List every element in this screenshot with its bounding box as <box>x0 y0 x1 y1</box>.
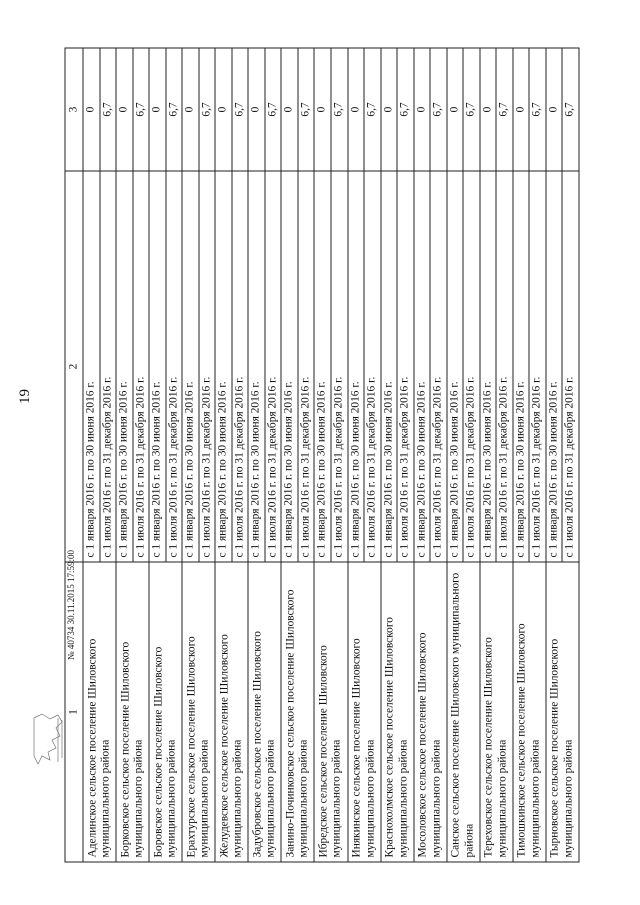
settlement-name-cell: Санское сельское поселение Шиловского муниципального района <box>446 562 479 862</box>
rate-cell: 6,7 <box>297 48 314 171</box>
rate-cell: 6,7 <box>430 48 447 171</box>
table-row <box>149 48 166 862</box>
period-cell: с 1 июля 2016 г. по 31 декабря 2016 г. <box>198 171 215 562</box>
settlement-name-cell: Задубровское сельское поселение Шиловского муниципального района <box>248 562 281 862</box>
period-cell: с 1 июля 2016 г. по 31 декабря 2016 г. <box>132 171 149 562</box>
period-cell: с 1 января 2016 г. по 30 июня 2016 г. <box>83 171 100 562</box>
table-row <box>347 48 364 862</box>
period-cell: с 1 июля 2016 г. по 31 декабря 2016 г. <box>364 171 381 562</box>
rate-cell: 6,7 <box>330 48 347 171</box>
period-cell: с 1 июля 2016 г. по 31 декабря 2016 г. <box>264 171 281 562</box>
rate-cell: 6,7 <box>496 48 513 171</box>
settlement-name-cell: Ерахтурское сельское поселение Шиловского муниципального района <box>182 562 215 862</box>
table-row <box>83 48 100 862</box>
table-row <box>281 48 298 862</box>
table-row <box>380 48 397 862</box>
period-cell: с 1 января 2016 г. по 30 июня 2016 г. <box>314 171 331 562</box>
period-cell: с 1 июля 2016 г. по 31 декабря 2016 г. <box>297 171 314 562</box>
period-cell: с 1 января 2016 г. по 30 июня 2016 г. <box>347 171 364 562</box>
rate-cell: 0 <box>347 48 364 171</box>
period-cell: с 1 июля 2016 г. по 31 декабря 2016 г. <box>529 171 546 562</box>
settlement-name-cell: Борковское сельское поселение Шиловского муниципального района <box>116 562 149 862</box>
period-cell: с 1 января 2016 г. по 30 июня 2016 г. <box>446 171 463 562</box>
table-row <box>116 48 133 862</box>
period-cell: с 1 января 2016 г. по 30 июня 2016 г. <box>149 171 166 562</box>
rate-cell: 6,7 <box>132 48 149 171</box>
period-cell: с 1 июля 2016 г. по 31 декабря 2016 г. <box>496 171 513 562</box>
period-cell: с 1 июля 2016 г. по 31 декабря 2016 г. <box>397 171 414 562</box>
period-cell: с 1 января 2016 г. по 30 июня 2016 г. <box>281 171 298 562</box>
rate-cell: 0 <box>314 48 331 171</box>
period-cell: с 1 января 2016 г. по 30 июня 2016 г. <box>215 171 232 562</box>
rate-cell: 6,7 <box>529 48 546 171</box>
rate-cell: 0 <box>281 48 298 171</box>
rate-cell: 6,7 <box>264 48 281 171</box>
header-cell-2: 2 <box>65 171 83 562</box>
period-cell: с 1 января 2016 г. по 30 июня 2016 г. <box>512 171 529 562</box>
period-cell: с 1 января 2016 г. по 30 июня 2016 г. <box>248 171 265 562</box>
period-cell: с 1 июля 2016 г. по 31 декабря 2016 г. <box>562 171 579 562</box>
period-cell: с 1 июля 2016 г. по 31 декабря 2016 г. <box>463 171 480 562</box>
rate-cell: 0 <box>479 48 496 171</box>
rate-cell: 0 <box>182 48 199 171</box>
settlement-name-cell: Тырновское сельское поселение Шиловского муниципального района <box>545 562 578 862</box>
rate-cell: 6,7 <box>397 48 414 171</box>
settlement-name-cell: Ибредское сельское поселение Шиловского муниципального района <box>314 562 347 862</box>
tariff-table <box>64 47 579 862</box>
table-row <box>446 48 463 862</box>
period-cell: с 1 января 2016 г. по 30 июня 2016 г. <box>182 171 199 562</box>
table-frame <box>64 48 579 862</box>
rate-cell: 0 <box>149 48 166 171</box>
rate-cell: 6,7 <box>364 48 381 171</box>
period-cell: с 1 июля 2016 г. по 31 декабря 2016 г. <box>330 171 347 562</box>
settlement-name-cell: Мосоловское сельское поселение Шиловского муниципального района <box>413 562 446 862</box>
settlement-name-cell: Краснохолмское сельское поселение Шиловского муниципального района <box>380 562 413 862</box>
settlement-name-cell: Аделинское сельское поселение Шиловского муниципального района <box>83 562 116 862</box>
rate-cell: 6,7 <box>165 48 182 171</box>
table-row <box>182 48 199 862</box>
period-cell: с 1 июля 2016 г. по 31 декабря 2016 г. <box>231 171 248 562</box>
rotated-table-wrapper <box>64 48 579 862</box>
table-row <box>215 48 232 862</box>
header-cell-1: 1 <box>65 562 83 862</box>
settlement-name-cell: Боровское сельское поселение Шиловского муниципального района <box>149 562 182 862</box>
settlement-name-cell: Занино-Починковское сельское поселение Шиловского муниципального района <box>281 562 314 862</box>
rate-cell: 0 <box>380 48 397 171</box>
rate-cell: 6,7 <box>99 48 116 171</box>
rate-cell: 0 <box>413 48 430 171</box>
table-row <box>545 48 562 862</box>
table-row <box>413 48 430 862</box>
period-cell: с 1 июля 2016 г. по 31 декабря 2016 г. <box>165 171 182 562</box>
period-cell: с 1 июля 2016 г. по 31 декабря 2016 г. <box>99 171 116 562</box>
settlement-name-cell: Тимошкинское сельское поселение Шиловского муниципального района <box>512 562 545 862</box>
registration-footer: № 40734 30.11.2015 17:59:00 <box>66 549 76 660</box>
rate-cell: 0 <box>215 48 232 171</box>
table-row <box>314 48 331 862</box>
period-cell: с 1 января 2016 г. по 30 июня 2016 г. <box>479 171 496 562</box>
settlement-name-cell: Желудевское сельское поселение Шиловского муниципального района <box>215 562 248 862</box>
rate-cell: 6,7 <box>562 48 579 171</box>
rate-cell: 6,7 <box>231 48 248 171</box>
page-number: 19 <box>17 389 33 404</box>
rate-cell: 0 <box>512 48 529 171</box>
period-cell: с 1 июля 2016 г. по 31 декабря 2016 г. <box>430 171 447 562</box>
settlement-name-cell: Инякинское сельское поселение Шиловского муниципального района <box>347 562 380 862</box>
rate-cell: 0 <box>116 48 133 171</box>
rate-cell: 6,7 <box>198 48 215 171</box>
header-cell-3: 3 <box>65 48 83 171</box>
document-stamp <box>28 710 68 768</box>
rate-cell: 0 <box>446 48 463 171</box>
table-body <box>83 48 579 862</box>
period-cell: с 1 января 2016 г. по 30 июня 2016 г. <box>413 171 430 562</box>
rate-cell: 6,7 <box>463 48 480 171</box>
settlement-name-cell: Тереховское сельское поселение Шиловского муниципального района <box>479 562 512 862</box>
table-row <box>479 48 496 862</box>
rate-cell: 0 <box>545 48 562 171</box>
rate-cell: 0 <box>83 48 100 171</box>
table-row <box>512 48 529 862</box>
period-cell: с 1 января 2016 г. по 30 июня 2016 г. <box>116 171 133 562</box>
period-cell: с 1 января 2016 г. по 30 июня 2016 г. <box>545 171 562 562</box>
period-cell: с 1 января 2016 г. по 30 июня 2016 г. <box>380 171 397 562</box>
rate-cell: 0 <box>248 48 265 171</box>
table-row <box>248 48 265 862</box>
